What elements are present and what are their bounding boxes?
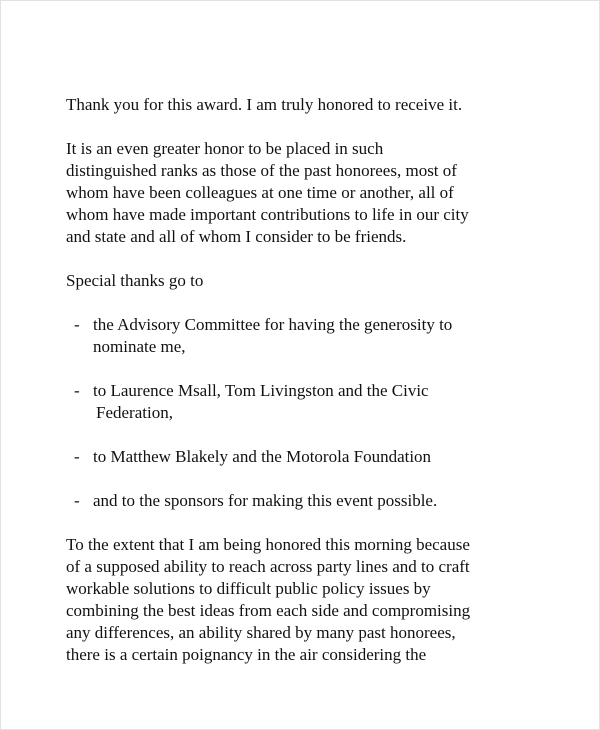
thanks-list-item <box>66 490 586 512</box>
special-thanks-line: Special thanks go to <box>66 271 204 290</box>
bullet-dash: - <box>74 447 80 466</box>
thanks-list-item <box>66 380 586 424</box>
closing-paragraph <box>66 534 586 666</box>
thanks-line: the Advisory Committee for having the generosity to <box>93 315 453 334</box>
opening-line: Thank you for this award. I am truly honored to receive it. <box>66 95 463 114</box>
closing-line: of a supposed ability to reach across party lines and to craft <box>66 557 470 576</box>
closing-line: combining the best ideas from each side and compromising <box>66 601 471 620</box>
honor-line: It is an even greater honor to be placed in such <box>66 139 384 158</box>
thanks-line: and to the sponsors for making this event possible. <box>93 491 438 510</box>
closing-line: workable solutions to difficult public policy issues by <box>66 579 431 598</box>
thanks-line: nominate me, <box>93 337 186 356</box>
closing-line: there is a certain poignancy in the air considering the <box>66 645 427 664</box>
special-thanks-heading <box>66 270 586 292</box>
honor-paragraph <box>66 138 586 248</box>
closing-line: any differences, an ability shared by many past honorees, <box>66 623 456 642</box>
honor-line: whom have made important contributions to life in our city <box>66 205 469 224</box>
bullet-dash: - <box>74 315 80 334</box>
thanks-line: Federation, <box>96 403 173 422</box>
thanks-list-item <box>66 314 586 358</box>
bullet-dash: - <box>74 381 80 400</box>
honor-line: whom have been colleagues at one time or another, all of <box>66 183 454 202</box>
thanks-line: to Laurence Msall, Tom Livingston and the Civic <box>93 381 429 400</box>
speech-document <box>66 94 586 666</box>
bullet-dash: - <box>74 491 80 510</box>
honor-line: and state and all of whom I consider to be friends. <box>66 227 407 246</box>
honor-line: distinguished ranks as those of the past honorees, most of <box>66 161 457 180</box>
thanks-list <box>66 314 586 512</box>
thanks-list-item <box>66 446 586 468</box>
opening-paragraph <box>66 94 586 116</box>
thanks-line: to Matthew Blakely and the Motorola Foundation <box>93 447 432 466</box>
closing-line: To the extent that I am being honored this morning because <box>66 535 470 554</box>
